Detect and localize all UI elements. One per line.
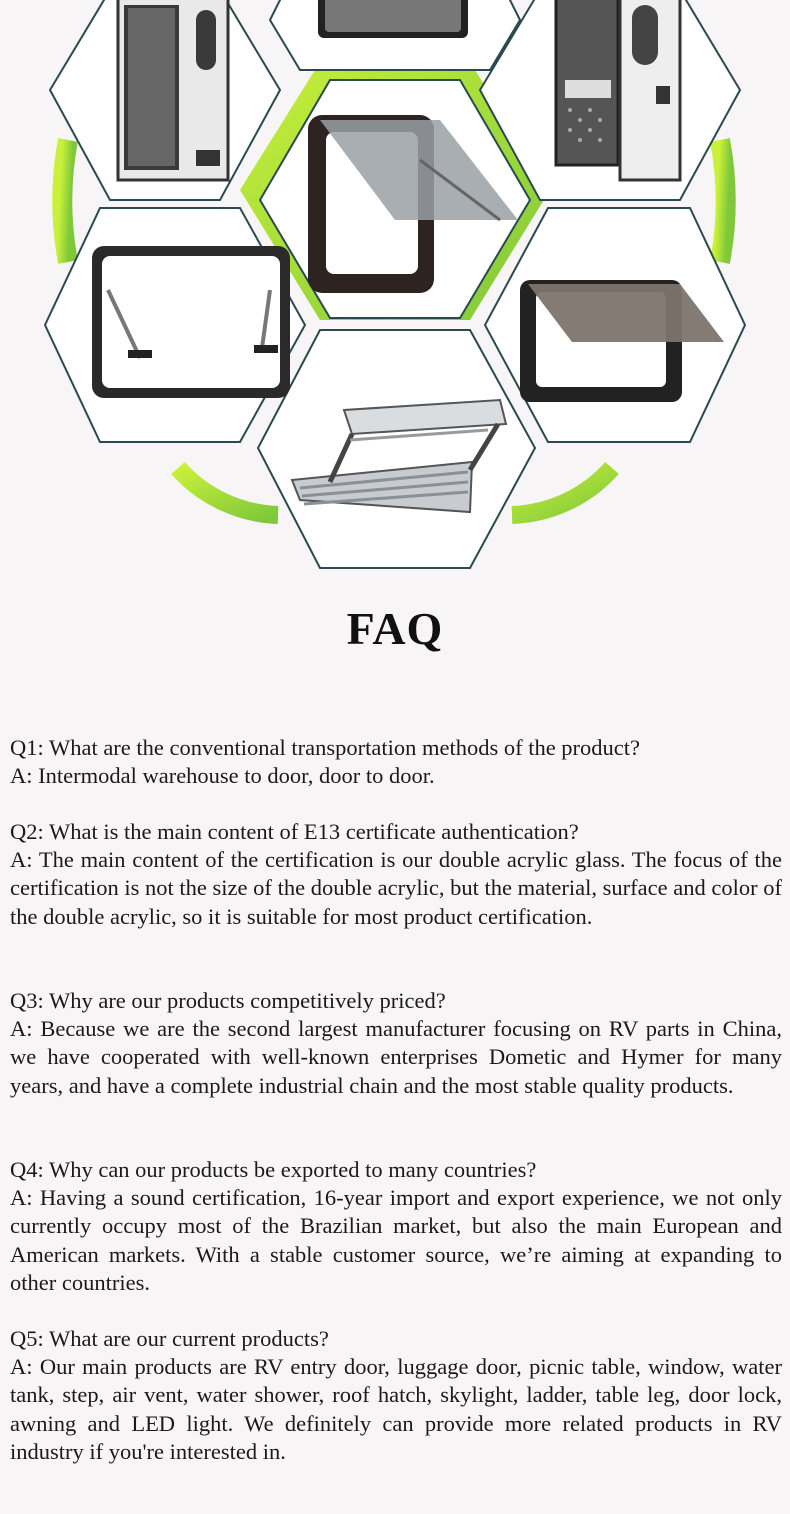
faq-answer: A: The main content of the certification is our double acrylic glass. The focus of the certification is not the size of the double acrylic, but the material, surface and color of the double acrylic, so it is suitable for most product certification. [10,847,782,929]
faq-answer: A: Our main products are RV entry door, luggage door, picnic table, window, water tank, step, air vent, water shower, roof hatch, skylight, ladder, table leg, door lock, awning and LED light. We definitely can provide more related products in RV industry if you're interested in. [10,1354,782,1464]
faq-title: FAQ [346,603,444,654]
faq-item-2 [10,818,782,931]
faq-item-1 [10,734,782,790]
faq-item-5 [10,1325,782,1466]
roof-hatch-icon [318,0,468,38]
framed-window-icon [92,246,290,398]
faq-item-3 [10,987,782,1100]
rv-entry-door-icon [118,0,228,180]
faq-item-4 [10,1156,782,1297]
faq-answer: A: Having a sound certification, 16-year import and export experience, we not only currently occupy most of the Brazilian market, but also the main European and American markets. With a stable customer source, we’re aiming at expanding to other countries. [10,1185,782,1295]
product-hexagon-collage [0,0,790,580]
screen-door-icon [556,0,680,180]
faq-answer: A: Because we are the second largest manufacturer focusing on RV parts in China, we have cooperated with well-known enterprises Dometic and Hymer for many years, and have a complete industrial chain and the most stable quality products. [10,1016,782,1098]
faq-question: Q1: What are the conventional transportation methods of the product? [10,735,641,760]
faq-question: Q2: What is the main content of E13 certificate authentication? [10,819,579,844]
faq-question: Q4: Why can our products be exported to many countries? [10,1157,537,1182]
faq-question: Q3: Why are our products competitively priced? [10,988,446,1013]
faq-answer: A: Intermodal warehouse to door, door to door. [10,763,435,789]
hex-bottom-center [258,330,535,568]
faq-question: Q5: What are our current products? [10,1326,329,1351]
